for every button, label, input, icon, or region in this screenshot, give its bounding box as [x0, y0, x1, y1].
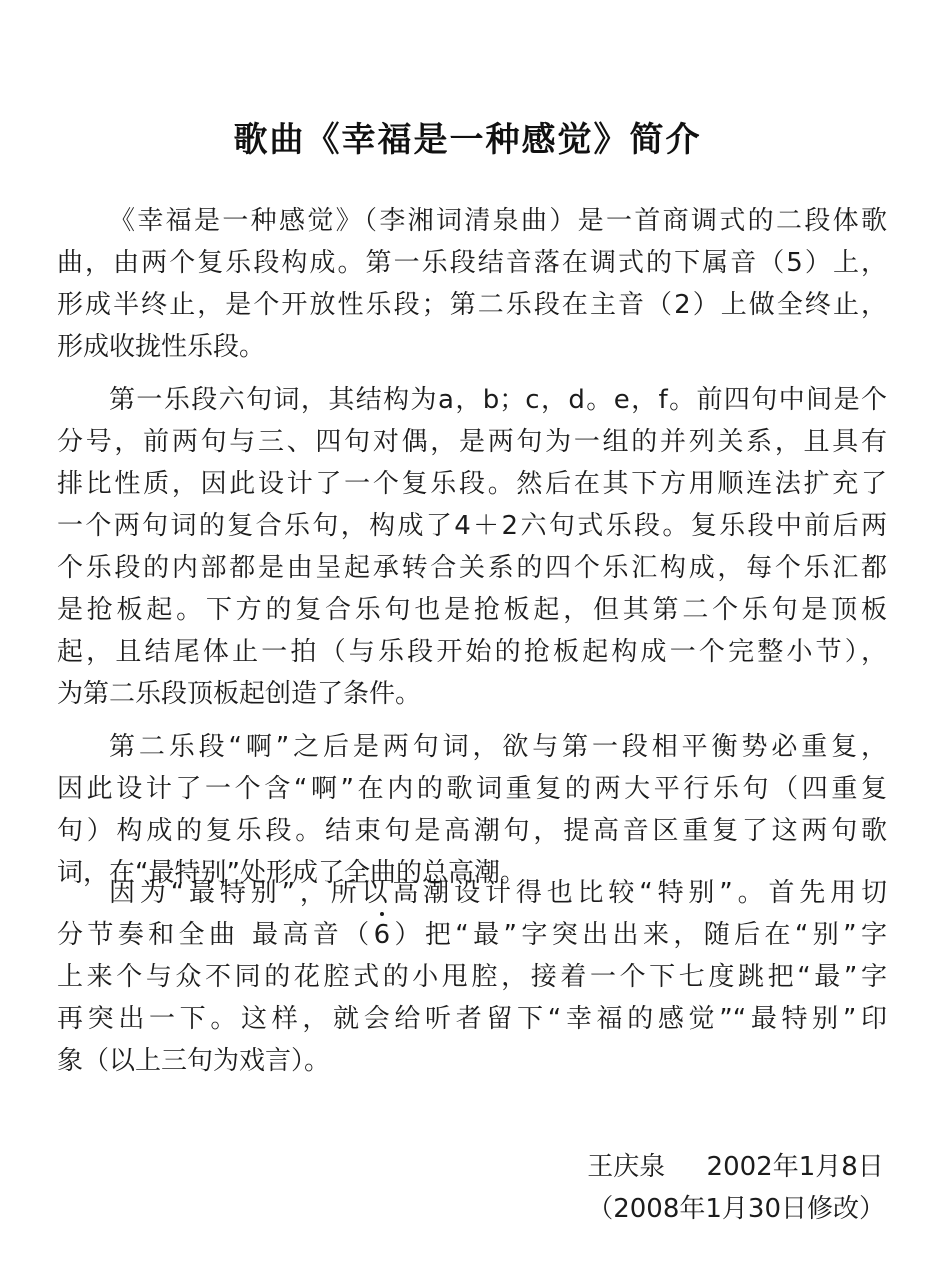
paragraph-second-section	[57, 726, 887, 894]
line-segment: ）把“最”字突出出来，随后在“别”字	[390, 920, 888, 950]
paragraph-line: 曲，由两个复乐段构成。第一乐段结音落在调式的下属音（5）上，	[57, 248, 887, 278]
paragraph-line: 象（以上三句为戏言）。	[57, 1046, 331, 1076]
paragraph-climax	[57, 872, 887, 1082]
paragraph-first-section	[57, 379, 887, 715]
paragraph-line: 个乐段的内部都是由呈起承转合关系的四个乐汇构成，每个乐汇都	[57, 553, 887, 583]
paragraph-line: 形成收拢性乐段。	[57, 332, 266, 362]
paragraph-line: 再突出一下。这样，就会给听者留下“幸福的感觉”“最特别”印	[57, 1004, 887, 1034]
high-note-six: 6	[374, 914, 391, 956]
author-date: 王庆泉 2002年1月8日	[587, 1152, 884, 1182]
signature-block	[587, 1146, 885, 1230]
paragraph-line: 一个两句词的复合乐句，构成了4＋2六句式乐段。复乐段中前后两	[57, 511, 887, 541]
paragraph-intro	[57, 200, 887, 368]
paragraph-line: 起，且结尾体止一拍（与乐段开始的抢板起构成一个完整小节），	[57, 637, 887, 667]
paragraph-line: 分号，前两句与三、四句对偶，是两句为一组的并列关系，且具有	[57, 427, 887, 457]
page-title: 歌曲《幸福是一种感觉》简介	[233, 120, 702, 160]
paragraph-line: 第二乐段“啊”之后是两句词，欲与第一段相平衡势必重复，	[109, 732, 887, 762]
revision-date: （2008年1月30日修改）	[587, 1194, 885, 1224]
paragraph-line: 《幸福是一种感觉》（李湘词清泉曲）是一首商调式的二段体歌	[109, 206, 887, 236]
paragraph-line: 因为“最特别”，所以高潮设计得也比较“特别”。首先用切	[109, 878, 887, 908]
line-segment: 分节奏和全曲 最高音（	[57, 920, 374, 950]
paragraph-line: 形成半终止，是个开放性乐段；第二乐段在主音（2）上做全终止，	[57, 290, 887, 320]
paragraph-line: 词，在“最特别”处形成了全曲的总高潮。	[57, 858, 526, 888]
paragraph-line: 为第二乐段顶板起创造了条件。	[57, 679, 422, 709]
paragraph-line: 排比性质，因此设计了一个复乐段。然后在其下方用顺连法扩充了	[57, 469, 887, 499]
paragraph-line: 上来个与众不同的花腔式的小甩腔，接着一个下七度跳把“最”字	[57, 962, 887, 992]
paragraph-line: 第一乐段六句词，其结构为a，b；c，d。e，f。前四句中间是个	[109, 385, 887, 415]
paragraph-line	[57, 914, 887, 956]
paragraph-line: 是抢板起。下方的复合乐句也是抢板起，但其第二个乐句是顶板	[57, 595, 887, 625]
paragraph-line: 因此设计了一个含“啊”在内的歌词重复的两大平行乐句（四重复	[57, 774, 887, 804]
paragraph-line: 句）构成的复乐段。结束句是高潮句，提高音区重复了这两句歌	[57, 816, 887, 846]
